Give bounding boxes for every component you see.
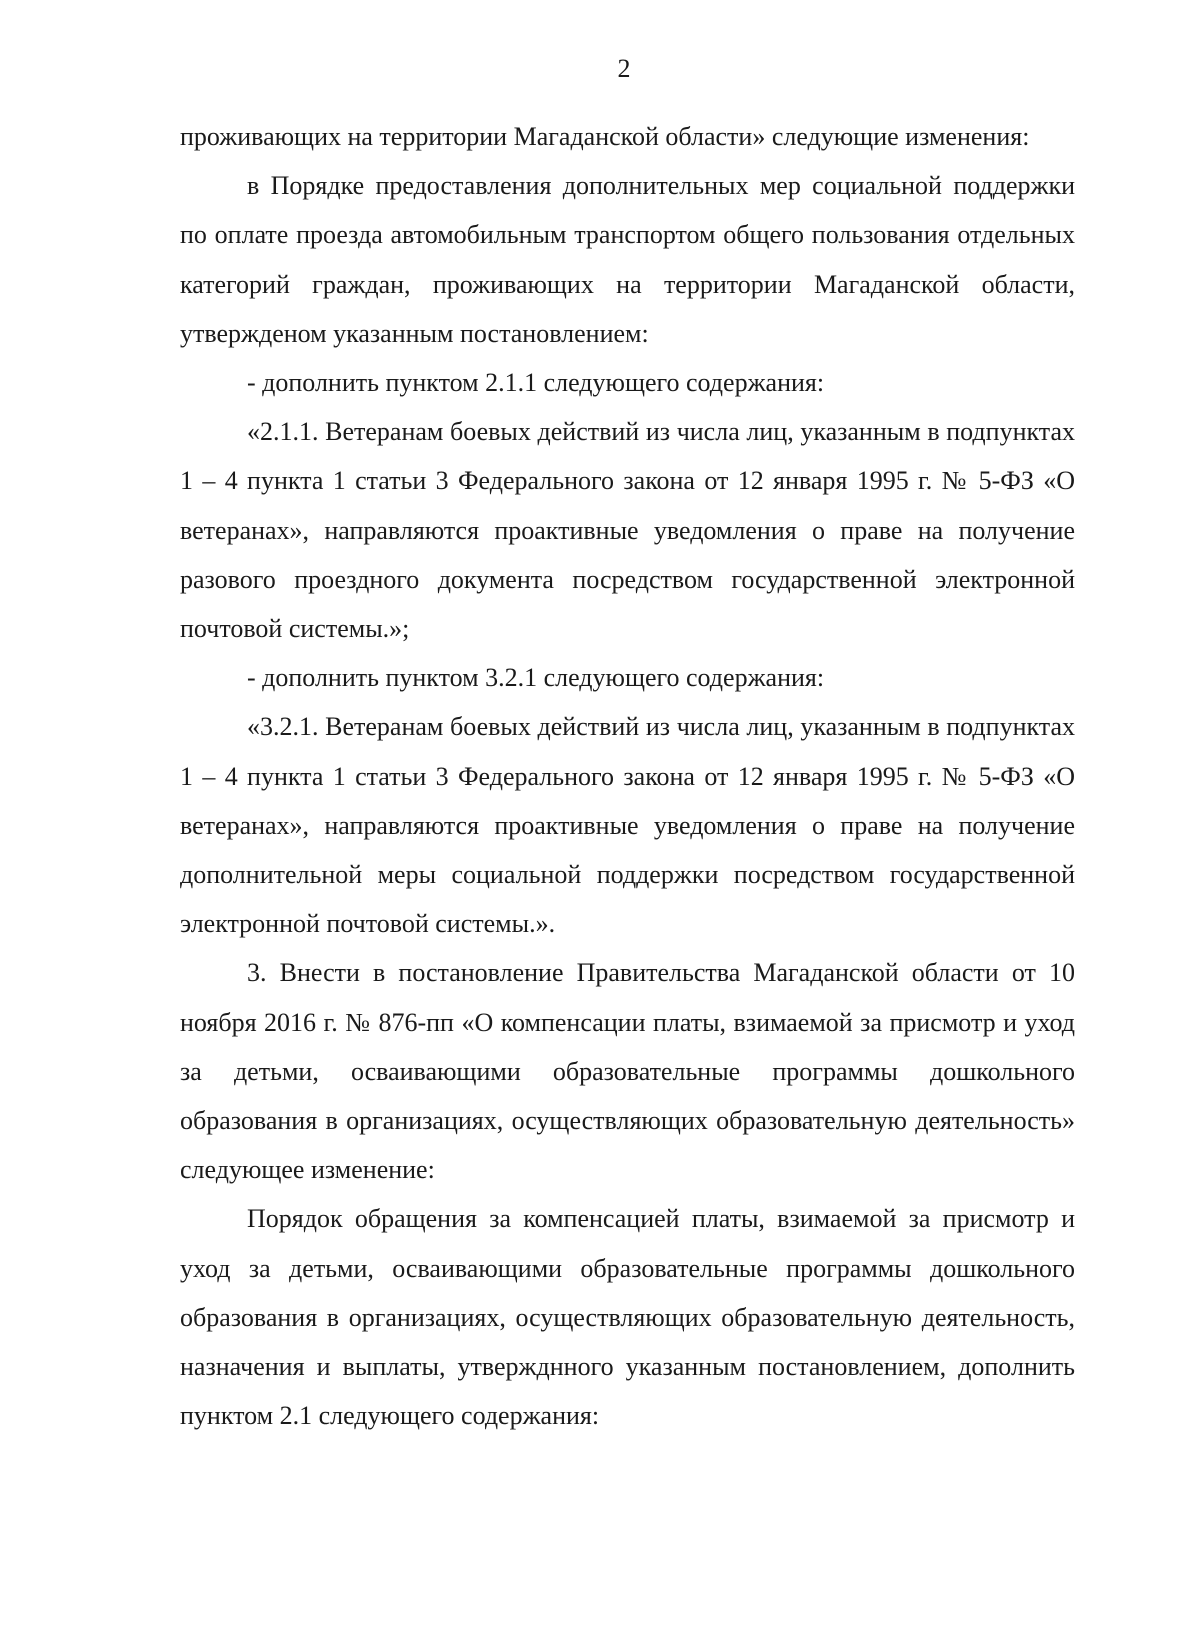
paragraph-order-amendment: в Порядке предоставления дополнительных мер социальной поддержки по оплате проезда автомобильным транспортом общего пользования отдельных категорий граждан, проживающих на территории Магаданской области, утвержденом указанным постановлением:: [180, 171, 1075, 348]
paragraph-compensation-order: Порядок обращения за компенсацией платы, взимаемой за присмотр и уход за детьми, осваивающими образовательные программы дошкольного образования в организациях, осуществляющих образовательную деятельность, назначения и выплаты, утвержднного указанным постановлением, дополнить пунктом 2.1 следующего содержания:: [180, 1204, 1075, 1431]
paragraph-item-2-1-1: «2.1.1. Ветеранам боевых действий из числа лиц, указанным в подпунктах 1 – 4 пункта 1 статьи 3 Федерального закона от 12 января 1995 г. № 5-ФЗ «О ветеранах», направляются проактивные уведомления о праве на получение разового проездного документа посредством государственной электронной почтовой системы.»;: [180, 417, 1075, 644]
paragraph-add-item-2-1-1: - дополнить пунктом 2.1.1 следующего содержания:: [247, 368, 825, 398]
paragraph-item-3-2-1: «3.2.1. Ветеранам боевых действий из числа лиц, указанным в подпунктах 1 – 4 пункта 1 статьи 3 Федерального закона от 12 января 1995 г. № 5-ФЗ «О ветеранах», направляются проактивные уведомления о праве на получение дополнительной меры социальной поддержки посредством государственной электронной почтовой системы.».: [180, 712, 1075, 939]
document-body: [180, 112, 1075, 1440]
paragraph-section-3: 3. Внести в постановление Правительства Магаданской области от 10 ноября 2016 г. № 876-пп «О компенсации платы, взимаемой за присмотр и уход за детьми, осваивающими образовательные программы дошкольного образования в организациях, осуществляющих образовательную деятельность» следующее изменение:: [180, 958, 1075, 1185]
paragraph-add-item-3-2-1: - дополнить пунктом 3.2.1 следующего содержания:: [247, 663, 825, 693]
page-number: 2: [617, 54, 631, 83]
paragraph-intro-continuation: проживающих на территории Магаданской области» следующие изменения:: [180, 122, 1030, 151]
